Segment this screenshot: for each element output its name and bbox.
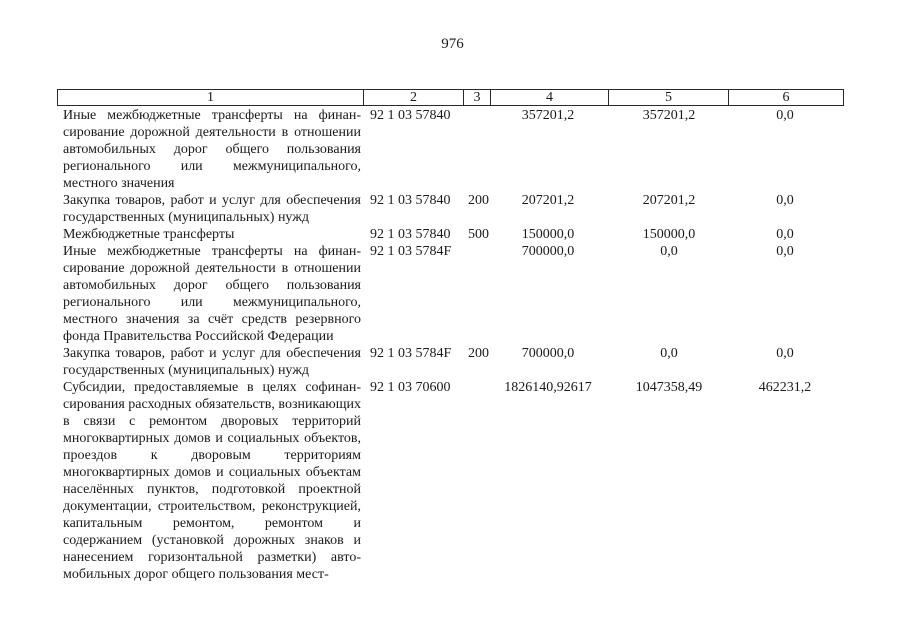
column-header-3: 3 [463,90,490,105]
table-row [0,345,905,379]
row-code: 92 1 03 5784F [370,346,452,361]
row-code: 92 1 03 70600 [370,380,451,395]
table-row [0,243,905,345]
column-header-5: 5 [608,90,728,105]
row-value-6: 462231,2 [758,380,812,395]
row-value-4: 1826140,92617 [504,380,592,395]
row-value-5: 357201,2 [642,108,696,123]
table-row [0,192,905,226]
row-code: 92 1 03 57840 [370,227,451,242]
row-type: 200 [468,346,489,361]
row-name: Межбюджетные трансферты [63,227,235,242]
row-type: 500 [468,227,489,242]
row-value-5: 1047358,49 [635,380,703,395]
row-value-5: 150000,0 [642,227,696,242]
row-code: 92 1 03 5784F [370,244,452,259]
row-name: Субсидии, предоставляемые в целях софинансирования расходных обязательств, возникающих в связи с ремонтом дворовых территорий многоквартирных домов и социальных объектов, проездов к дворовым территориям многоквартирных домов и социальных объектам населённых пунктов, подготовкой проектной документации, строительством, реконструкцией, капитальным ремонтом, ремонтом и содержанием (установкой дорожных знаков и нанесением горизонтальной разметки) автомобильных дорог общего пользования мест- [63,380,361,582]
row-code: 92 1 03 57840 [370,193,451,208]
table-body [0,107,905,583]
row-value-4: 150000,0 [521,227,575,242]
row-value-6: 0,0 [776,193,794,208]
row-value-5: 0,0 [660,346,678,361]
row-value-4: 207201,2 [521,193,575,208]
row-value-6: 0,0 [776,108,794,123]
column-header-1: 1 [207,90,214,105]
row-value-4: 357201,2 [521,108,575,123]
table-row [0,107,905,192]
row-value-5: 0,0 [660,244,678,259]
row-type: 200 [468,193,489,208]
row-name: Иные межбюджетные трансферты на финансирование дорожной деятельности в отношении автомобильных дорог общего пользования регионального или межмуниципального, местного значения за счёт средств резервного фонда Правительства Российской Федерации [63,244,361,344]
row-value-4: 700000,0 [521,244,575,259]
row-value-6: 0,0 [776,346,794,361]
column-header-2: 2 [363,90,463,105]
page-number: 976 [441,36,464,52]
row-name: Закупка товаров, работ и услуг для обеспечения государственных (муниципальных) нужд [63,193,361,225]
row-name: Закупка товаров, работ и услуг для обеспечения государственных (муниципальных) нужд [63,346,361,378]
row-value-6: 0,0 [776,227,794,242]
row-value-6: 0,0 [776,244,794,259]
table-row [0,379,905,583]
row-value-4: 700000,0 [521,346,575,361]
column-header-4: 4 [490,90,608,105]
table-header-row [57,89,844,106]
column-header-6: 6 [728,90,843,105]
row-code: 92 1 03 57840 [370,108,451,123]
row-value-5: 207201,2 [642,193,696,208]
table-row [0,226,905,243]
row-name: Иные межбюджетные трансферты на финансирование дорожной деятельности в отношении автомобильных дорог общего пользования регионального или межмуниципального, местного значения [63,108,361,191]
